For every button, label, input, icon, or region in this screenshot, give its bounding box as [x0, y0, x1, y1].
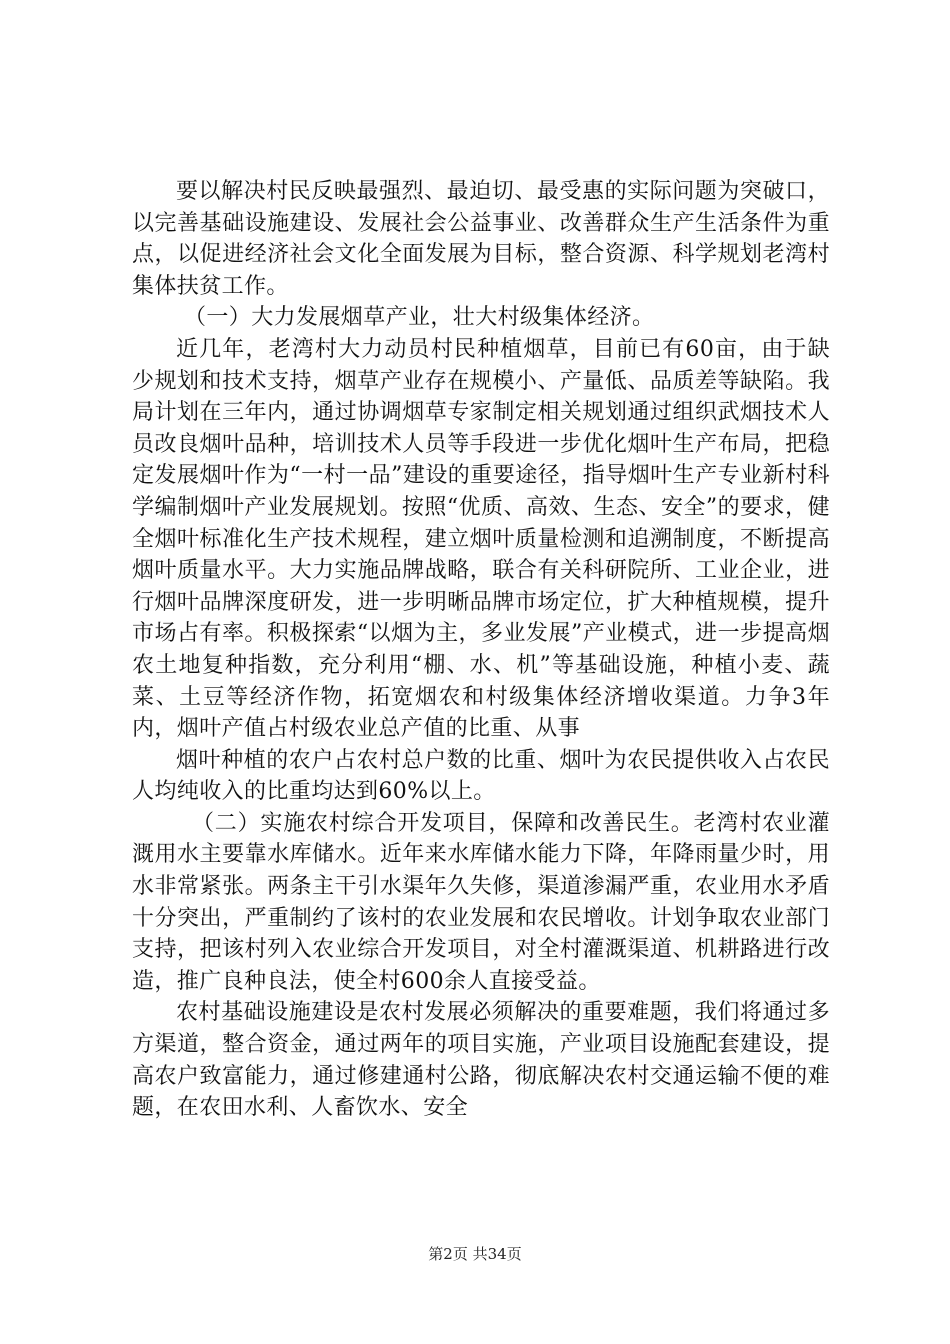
paragraph-intro: 要以解决村民反映最强烈、最迫切、最受惠的实际问题为突破口，以完善基础设施建设、发展社会公益事业、改善群众生产生活条件为重点，以促进经济社会文化全面发展为目标，整合资源、科学规划老湾村集体扶贫工作。	[132, 179, 830, 299]
section-heading-tobacco: （一）大力发展烟草产业，壮大村级集体经济。	[184, 305, 655, 331]
paragraph-infrastructure: 农村基础设施建设是农村发展必须解决的重要难题，我们将通过多方渠道，整合资金，通过两年的项目实施，产业项目设施配套建设，提高农户致富能力，通过修建通村公路，彻底解决农村交通运输不便的难题，在农田水利、人畜饮水、安全	[132, 1000, 830, 1121]
paragraph-tobacco-continued: 烟叶种植的农户占农村总户数的比重、烟叶为农民提供收入占农民人均纯收入的比重均达到60%以上。	[132, 747, 830, 805]
paragraph-tobacco: 近几年，老湾村大力动员村民种植烟草，目前已有60亩，由于缺少规划和技术支持，烟草产业存在规模小、产量低、品质差等缺陷。我局计划在三年内，通过协调烟草专家制定相关规划通过组织武烟技术人员改良烟叶品种，培训技术人员等手段进一步优化烟叶生产布局，把稳定发展烟叶作为“一村一品”建设的重要途径，指导烟叶生产专业新村科学编制烟叶产业发展规划。按照“优质、高效、生态、安全”的要求，健全烟叶标准化生产技术规程，建立烟叶质量检测和追溯制度，不断提高烟叶质量水平。大力实施品牌战略，联合有关科研院所、工业企业，进行烟叶品牌深度研发，进一步明晰品牌市场定位，扩大种植规模，提升市场占有率。积极探索“以烟为主，多业发展”产业模式，进一步提高烟农土地复种指数，充分利用“棚、水、机”等基础设施，种植小麦、蔬菜、土豆等经济作物，拓宽烟农和村级集体经济增收渠道。力争3年内，烟叶产值占村级农业总产值的比重、从事	[132, 336, 830, 742]
document-body	[132, 176, 830, 1124]
paragraph-development-project: （二）实施农村综合开发项目，保障和改善民生。老湾村农业灌溉用水主要靠水库储水。近年来水库储水能力下降，年降雨量少时，用水非常紧张。两条主干引水渠年久失修，渠道渗漏严重，农业用水矛盾十分突出，严重制约了该村的农业发展和农民增收。计划争取农业部门支持，把该村列入农业综合开发项目，对全村灌溉渠道、机耕路进行改造，推广良种良法，使全村600余人直接受益。	[132, 810, 830, 994]
page-footer: 第2页 共34页	[428, 1245, 522, 1263]
